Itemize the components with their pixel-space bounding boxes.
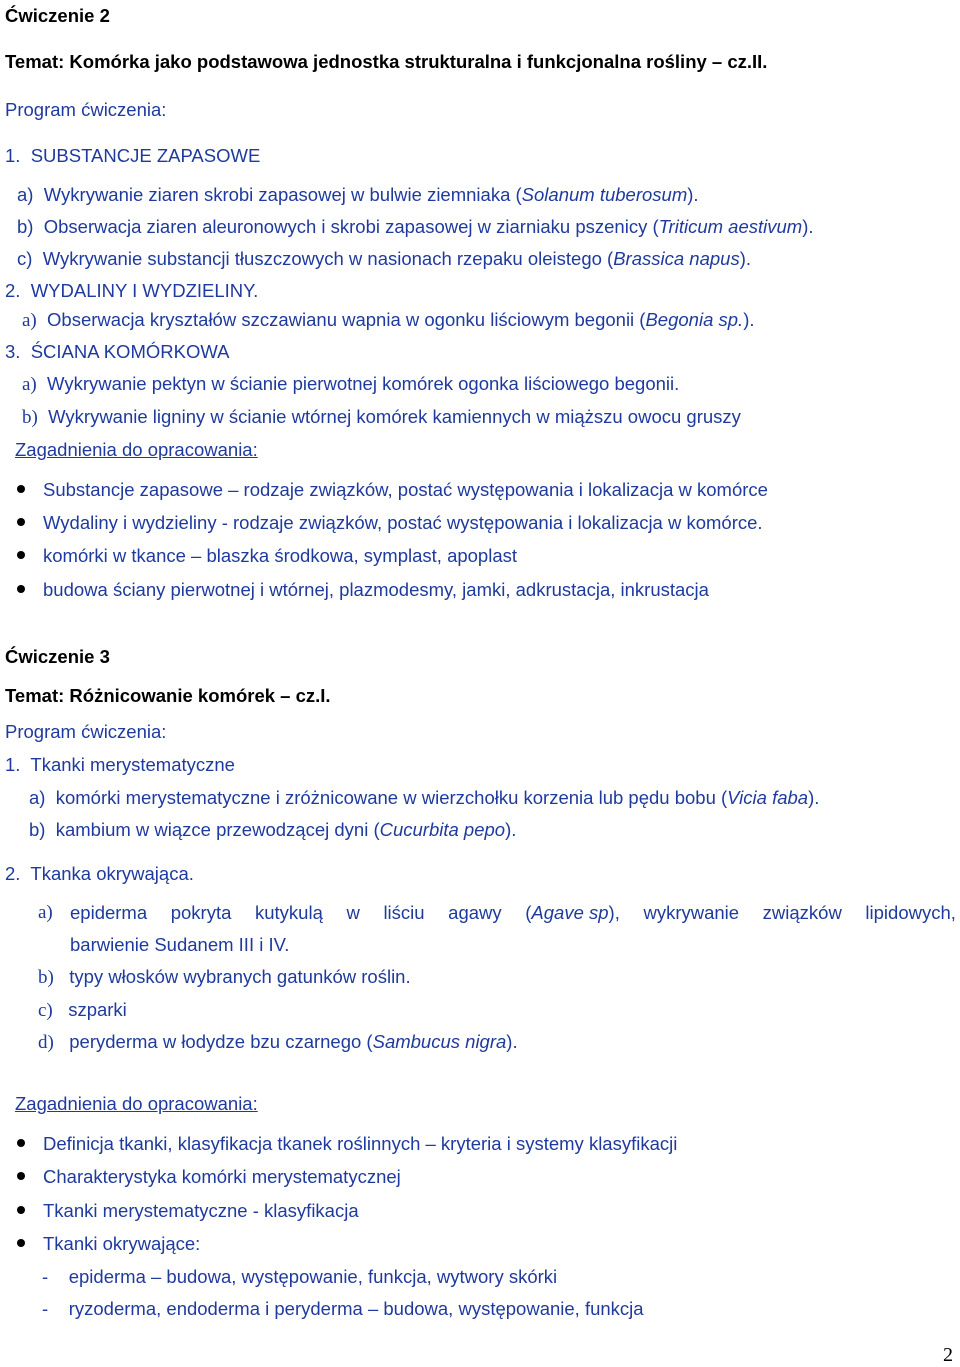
ex3-issue-1: Definicja tkanki, klasyfikacja tkanek roślinnych – kryteria i systemy klasyfikacji (43, 1133, 678, 1154)
section-title: WYDALINY I WYDZIELINY. (30, 280, 259, 301)
ex2-item-3a (22, 372, 679, 397)
item-text-end: ). (687, 184, 699, 205)
ex3-dash-item-1 (42, 1265, 557, 1289)
item-text: peryderma w łodydze bzu czarnego ( (69, 1031, 373, 1052)
ex2-issue-1: Substancje zapasowe – rodzaje związków, postać występowania i lokalizacja w komórce (43, 479, 768, 500)
item-text: Wykrywanie substancji tłuszczowych w nasionach rzepaku oleistego ( (42, 248, 614, 269)
exercise-2-program-label: Program ćwiczenia: (5, 99, 167, 120)
ex3-issue-3: Tkanki merystematyczne - klasyfikacja (43, 1200, 359, 1221)
item-letter: a) (38, 902, 53, 923)
item-letter: c) (17, 248, 33, 269)
exercise-3-issues-label: Zagadnienia do opracowania: (15, 1093, 258, 1114)
item-text: typy włosków wybranych gatunków roślin. (69, 966, 411, 987)
exercise-2-issues-label: Zagadnienia do opracowania: (15, 439, 258, 460)
ex2-item-1a (17, 183, 699, 207)
item-text: Obserwacja kryształów szczawianu wapnia w ogonku liściowym begonii ( (47, 309, 646, 330)
section-number: 1. (5, 754, 21, 775)
ex2-issue-4: budowa ściany pierwotnej i wtórnej, plazmodesmy, jamki, adkrustacja, inkrustacja (43, 579, 709, 600)
item-text: Wykrywanie ligniny w ścianie wtórnej komórek kamiennych w miąższu owocu gruszy (48, 406, 741, 427)
item-letter: a) (29, 787, 46, 808)
latin-name: Vicia faba (727, 787, 809, 808)
latin-name: Triticum aestivum (658, 216, 803, 237)
ex2-item-3b (22, 405, 741, 430)
ex3-item-2b (38, 965, 411, 990)
exercise-2-topic: Temat: Komórka jako podstawowa jednostka strukturalna i funkcjonalna rośliny – cz.II. (5, 51, 768, 72)
item-letter: b) (29, 819, 46, 840)
ex3-item-2a-line1 (70, 901, 956, 925)
section-number: 1. (5, 145, 21, 166)
section-number: 2. (5, 280, 21, 301)
dash-marker: - (42, 1266, 49, 1287)
item-word: w (346, 902, 360, 923)
ex3-item-2d (38, 1030, 518, 1055)
item-text-end: ). (808, 787, 820, 808)
dash-marker: - (42, 1298, 49, 1319)
ex2-item-1b (17, 215, 814, 239)
ex2-section-1 (5, 144, 260, 168)
latin-group (525, 901, 620, 925)
section-title: Tkanka okrywająca. (30, 863, 194, 884)
exercise-3-topic: Temat: Różnicowanie komórek – cz.I. (5, 685, 331, 706)
latin-name: Begonia sp. (645, 309, 744, 330)
exercise-2-heading: Ćwiczenie 2 (5, 5, 110, 26)
exercise-3-program-label: Program ćwiczenia: (5, 721, 167, 742)
ex2-issue-2: Wydaliny i wydzieliny - rodzaje związków, postać występowania i lokalizacja w komórce. (43, 512, 763, 533)
latin-name: Brassica napus (613, 248, 740, 269)
ex2-item-2a (22, 308, 755, 333)
item-letter: a) (22, 374, 37, 395)
item-word: agawy (448, 902, 502, 923)
page-number: 2 (943, 1344, 953, 1366)
bullet-icon (17, 551, 25, 559)
item-letter: b) (17, 216, 34, 237)
bullet-icon (17, 1172, 25, 1180)
ex3-dash-item-2 (42, 1297, 644, 1321)
ex2-item-1c (17, 247, 751, 271)
ex2-section-3 (5, 340, 229, 364)
section-title: Tkanki merystematyczne (30, 754, 235, 775)
item-word: wykrywanie (643, 902, 740, 923)
item-letter: d) (38, 1032, 54, 1053)
item-word: kutykulą (255, 902, 323, 923)
item-text: epiderma – budowa, występowanie, funkcja, wytwory skórki (68, 1266, 558, 1287)
paren-open: ( (525, 902, 532, 923)
ex3-item-2a-line2: barwienie Sudanem III i IV. (70, 934, 290, 955)
item-text: kambium w wiązce przewodzącej dyni ( (55, 819, 380, 840)
item-text-end: ). (739, 248, 752, 269)
item-text-end: ). (802, 216, 814, 237)
ex2-issue-3: komórki w tkance – blaszka środkowa, symplast, apoplast (43, 545, 518, 566)
section-number: 2. (5, 863, 21, 884)
item-text-end: ). (505, 819, 517, 840)
bullet-icon (17, 1139, 25, 1147)
item-text: komórki merystematyczne i zróżnicowane w wierzchołku korzenia lub pędu bobu ( (55, 787, 728, 808)
bullet-icon (17, 485, 25, 493)
ex3-item-2c (38, 998, 127, 1023)
item-word: lipidowych, (865, 902, 956, 923)
exercise-3-heading: Ćwiczenie 3 (5, 646, 110, 667)
section-title: SUBSTANCJE ZAPASOWE (30, 145, 261, 166)
item-word: pokryta (170, 902, 232, 923)
bullet-icon (17, 585, 25, 593)
item-text-end: ). (743, 309, 755, 330)
paren-close: ), (608, 902, 620, 923)
ex2-section-2 (5, 279, 258, 303)
ex3-item-1a (29, 786, 819, 810)
bullet-icon (17, 1239, 25, 1247)
latin-name: Agave sp (531, 902, 609, 923)
section-title: ŚCIANA KOMÓRKOWA (30, 341, 230, 362)
item-text: szparki (68, 999, 127, 1020)
item-letter: b) (22, 407, 38, 428)
item-text: Wykrywanie ziaren skrobi zapasowej w bulwie ziemniaka ( (43, 184, 522, 205)
ex3-issue-2: Charakterystyka komórki merystematycznej (43, 1166, 401, 1187)
latin-name: Cucurbita pepo (379, 819, 506, 840)
item-letter: b) (38, 967, 54, 988)
ex3-section-1 (5, 753, 235, 777)
latin-name: Sambucus nigra (372, 1031, 507, 1052)
latin-name: Solanum tuberosum (521, 184, 688, 205)
item-text: Obserwacja ziaren aleuronowych i skrobi zapasowej w ziarniaku pszenicy ( (43, 216, 659, 237)
item-word: epiderma (70, 902, 148, 923)
item-letter: a) (17, 184, 34, 205)
bullet-icon (17, 1206, 25, 1214)
item-word: związków (762, 902, 842, 923)
section-number: 3. (5, 341, 21, 362)
ex3-item-1b (29, 818, 516, 842)
item-word: liściu (383, 902, 425, 923)
bullet-icon (17, 518, 25, 526)
item-text-end: ). (506, 1031, 518, 1052)
ex3-section-2 (5, 862, 194, 886)
ex3-issue-4: Tkanki okrywające: (43, 1233, 201, 1254)
item-letter: c) (38, 1000, 53, 1021)
item-text: Wykrywanie pektyn w ścianie pierwotnej komórek ogonka liściowego begonii. (47, 373, 680, 394)
item-letter: a) (22, 310, 37, 331)
item-text: ryzoderma, endoderma i peryderma – budowa, występowanie, funkcja (68, 1298, 644, 1319)
